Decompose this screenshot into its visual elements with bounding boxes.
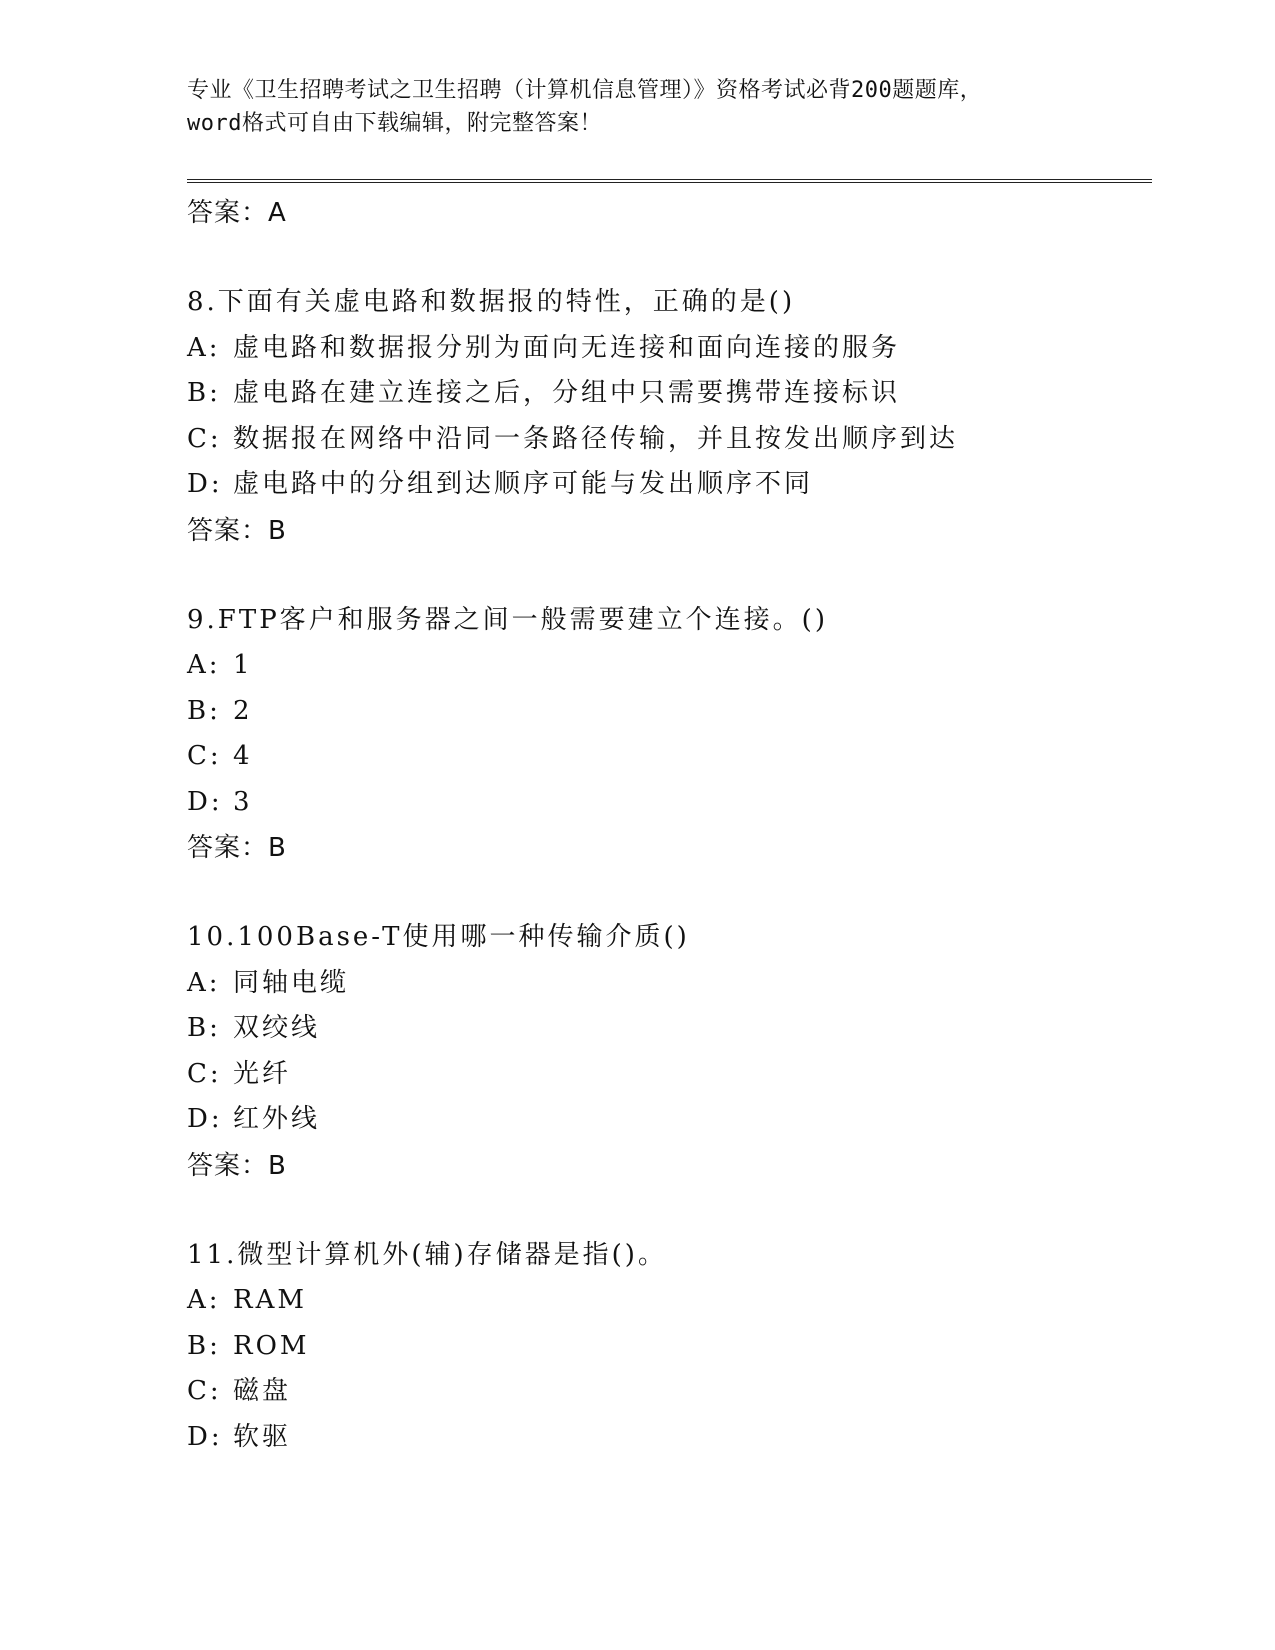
option-letter: A: (187, 650, 221, 680)
option-letter: D: (187, 469, 223, 499)
question-9 (187, 598, 1167, 872)
header-line-2: word格式可自由下载编辑，附完整答案！ (187, 111, 602, 136)
option-c (187, 1369, 1167, 1415)
option-text: 双绞线 (233, 1013, 321, 1043)
option-d (187, 462, 1167, 508)
question-stem: 8.下面有关虚电路和数据报的特性，正确的是() (187, 287, 796, 317)
option-text: 虚电路中的分组到达顺序可能与发出顺序不同 (233, 469, 814, 499)
spacer (187, 554, 1167, 598)
option-text: 虚电路在建立连接之后，分组中只需要携带连接标识 (233, 378, 901, 408)
answer-line: 答案：B (187, 515, 287, 546)
answer-line: 答案：B (187, 1150, 287, 1181)
option-letter: B: (187, 1330, 221, 1361)
option-letter: C: (187, 1058, 222, 1089)
option-text: RAM (233, 1285, 307, 1315)
option-letter: C: (187, 741, 222, 771)
option-text: 数据报在网络中沿同一条路径传输，并且按发出顺序到达 (233, 423, 959, 454)
option-text: 2 (233, 695, 253, 726)
option-letter: D: (187, 1421, 223, 1452)
question-8 (187, 280, 1167, 554)
option-text: 虚电路和数据报分别为面向无连接和面向连接的服务 (233, 332, 901, 363)
option-text: ROM (233, 1330, 310, 1361)
option-d (187, 780, 1167, 826)
header-divider (187, 179, 1152, 183)
spacer (187, 236, 1167, 280)
option-letter: A: (187, 332, 221, 363)
option-c (187, 1052, 1167, 1098)
option-text: 3 (233, 786, 253, 817)
option-b (187, 689, 1167, 735)
option-letter: D: (187, 1104, 223, 1134)
option-text: 4 (233, 741, 253, 771)
answer-line: 答案：A (187, 198, 287, 228)
question-11 (187, 1233, 1167, 1461)
option-b (187, 1006, 1167, 1052)
option-a (187, 643, 1167, 689)
option-letter: C: (187, 423, 222, 454)
option-letter: B: (187, 1013, 221, 1043)
document-header (187, 74, 1087, 140)
option-c (187, 417, 1167, 463)
option-text: 磁盘 (233, 1376, 292, 1406)
option-letter: B: (187, 695, 221, 726)
option-text: 1 (233, 650, 253, 680)
question-stem: 10.100Base-T使用哪一种传输介质() (187, 922, 690, 952)
option-a (187, 961, 1167, 1007)
option-text: 光纤 (233, 1058, 292, 1089)
question-10 (187, 915, 1167, 1189)
option-letter: B: (187, 378, 221, 408)
option-letter: D: (187, 786, 223, 817)
option-a (187, 1278, 1167, 1324)
question-list (187, 190, 1167, 1460)
option-d (187, 1415, 1167, 1461)
spacer (187, 1189, 1167, 1233)
option-letter: C: (187, 1376, 222, 1406)
option-b (187, 371, 1167, 417)
answer-line: 答案：B (187, 833, 287, 863)
option-text: 软驱 (233, 1421, 292, 1452)
option-text: 同轴电缆 (233, 967, 350, 998)
option-c (187, 734, 1167, 780)
option-letter: A: (187, 1285, 221, 1315)
option-a (187, 326, 1167, 372)
header-line-1: 专业《卫生招聘考试之卫生招聘（计算机信息管理）》资格考试必背200题题库， (187, 78, 983, 103)
option-letter: A: (187, 967, 221, 998)
option-d (187, 1097, 1167, 1143)
option-text: 红外线 (233, 1104, 321, 1134)
spacer (187, 871, 1167, 915)
question-stem: 11.微型计算机外(辅)存储器是指()。 (187, 1239, 667, 1270)
question-stem: 9.FTP客户和服务器之间一般需要建立个连接。() (187, 604, 828, 635)
option-b (187, 1324, 1167, 1370)
